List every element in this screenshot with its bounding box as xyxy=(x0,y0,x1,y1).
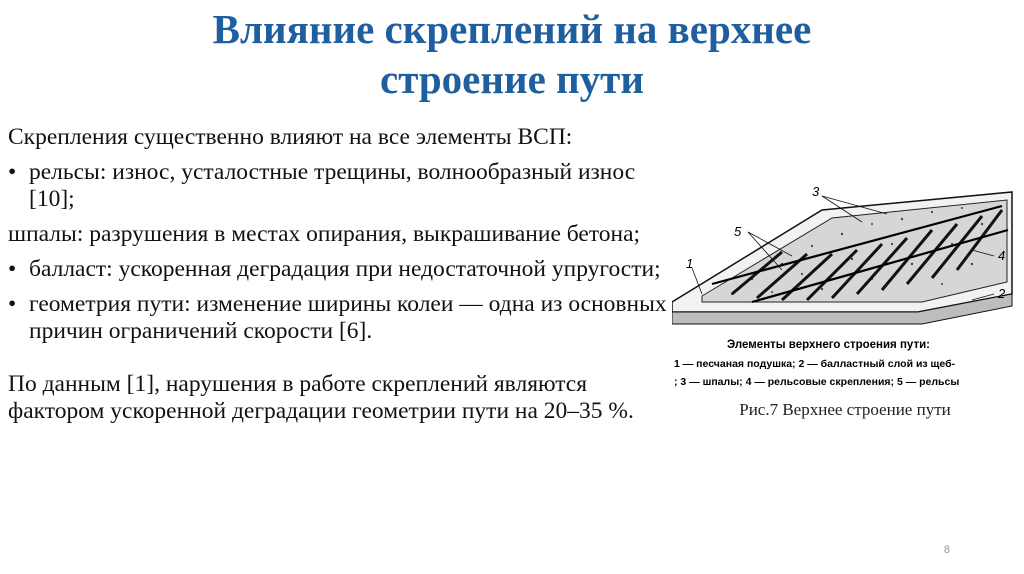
slide-body xyxy=(8,124,668,425)
track-structure-figure xyxy=(672,184,1018,394)
title-line-2: строение пути xyxy=(380,56,644,102)
figure-label-1: 1 xyxy=(686,256,694,271)
figure-legend-line-2: ; 3 — шпалы; 4 — рельсовые скрепления; 5 — рельсы xyxy=(674,376,960,388)
figure-legend-title: Элементы верхнего строения пути: xyxy=(727,339,930,351)
bullet-geometry xyxy=(8,291,668,345)
sleepers-paragraph: шпалы: разрушения в местах опирания, выкрашивание бетона; xyxy=(8,221,641,247)
intro-paragraph: Скрепления существенно влияют на все элементы ВСП: xyxy=(8,124,573,150)
conclusion-paragraph: По данным [1], нарушения в работе скреплений являются фактором ускоренной деградации геометрии пути на 20–35 %. xyxy=(8,371,634,424)
figure-caption: Рис.7 Верхнее строение пути xyxy=(739,400,951,419)
bullet-rails-text: рельсы: износ, усталостные трещины, волнообразный износ [10]; xyxy=(29,159,636,212)
figure-label-5: 5 xyxy=(734,224,742,239)
bullet-ballast xyxy=(8,256,668,283)
bullet-ballast-text: балласт: ускоренная деградация при недостаточной упругости; xyxy=(29,256,661,282)
figure-label-3: 3 xyxy=(812,184,820,199)
bullet-dot: • xyxy=(8,159,17,185)
figure-label-4: 4 xyxy=(998,248,1006,263)
slide-title xyxy=(0,4,1024,104)
bullet-dot: • xyxy=(8,256,17,282)
page-number: 8 xyxy=(943,544,950,556)
bullet-geometry-text: геометрия пути: изменение ширины колеи — одна из основных причин ограничений скорости [6]. xyxy=(29,291,667,344)
bullet-rails xyxy=(8,159,668,213)
bullet-dot: • xyxy=(8,291,17,317)
figure-legend-line-1: 1 — песчаная подушка; 2 — балластный слой из щеб- xyxy=(674,358,956,370)
title-line-1: Влияние скреплений на верхнее xyxy=(212,6,812,52)
figure-label-2: 2 xyxy=(998,286,1006,301)
